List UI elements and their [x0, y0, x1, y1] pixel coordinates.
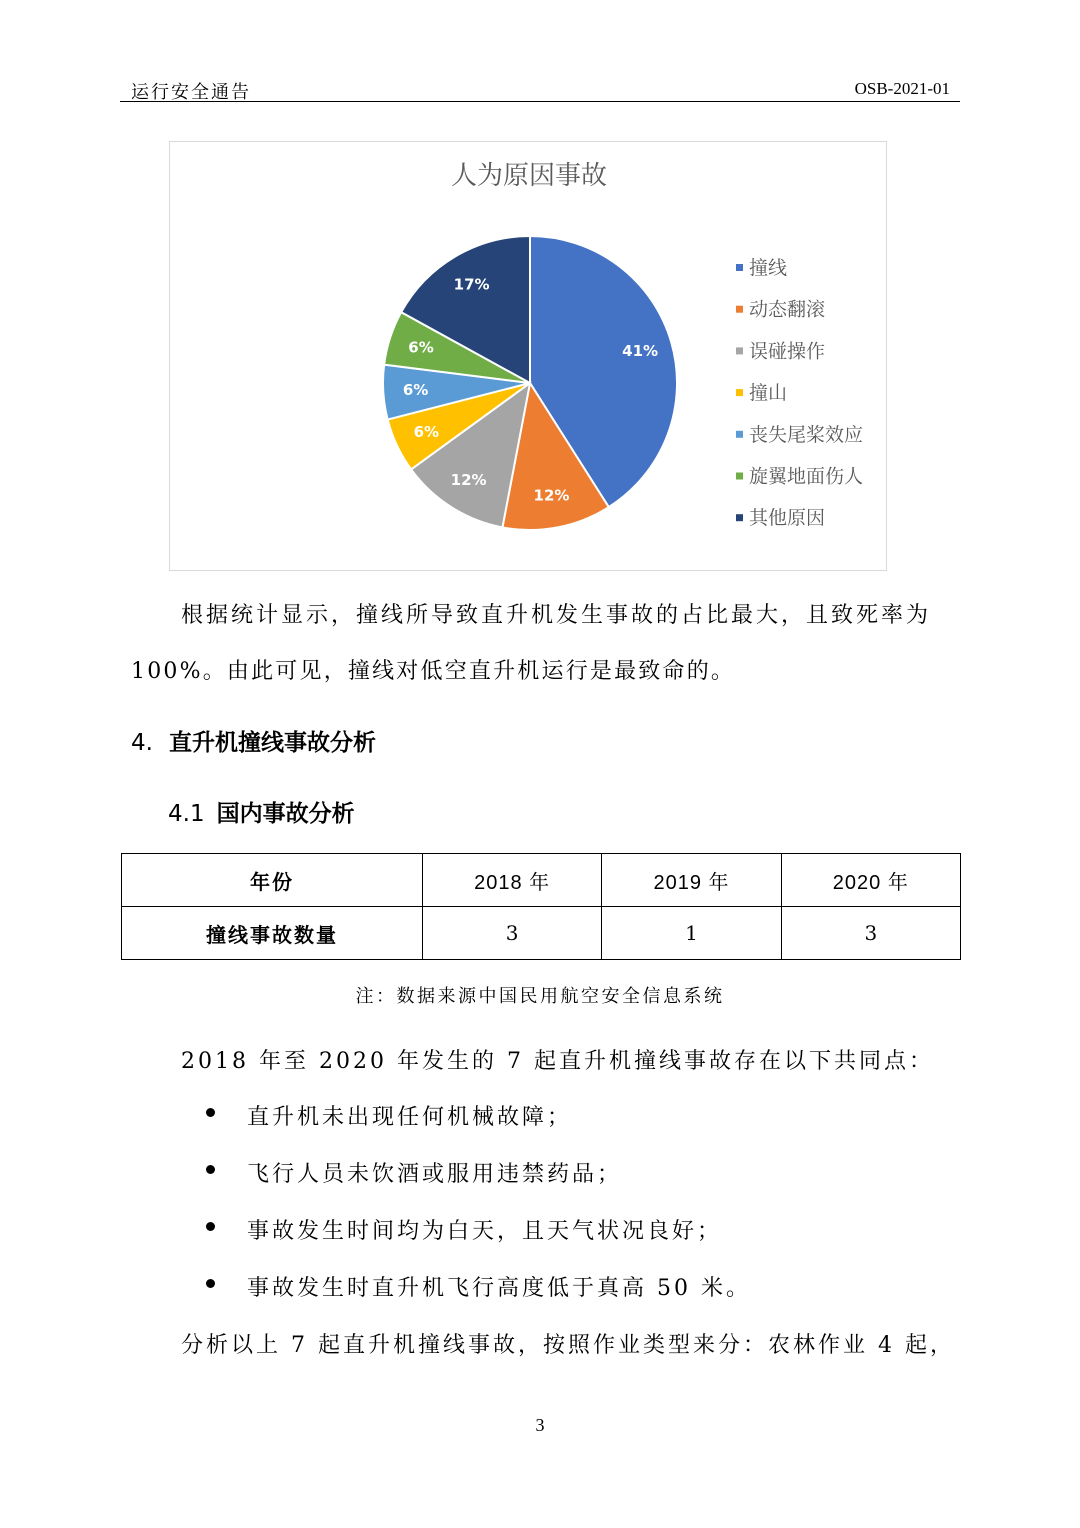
table-header-row	[122, 854, 961, 907]
legend-swatch	[736, 514, 743, 521]
subsection-heading	[168, 795, 355, 828]
legend-label: 撞山	[749, 382, 788, 405]
bullet-icon	[206, 1165, 215, 1174]
table-note: 注：数据来源中国民用航空安全信息系统	[355, 986, 725, 1007]
section-title: 直升机撞线事故分析	[168, 730, 376, 756]
pie-slice-label: 41%	[622, 342, 659, 360]
pie-slice-label: 12%	[533, 486, 570, 505]
table-header-label: 年份	[122, 854, 423, 907]
table-row-label: 撞线事故数量	[122, 907, 423, 960]
legend-label: 动态翻滚	[749, 298, 826, 321]
legend-label: 误碰操作	[749, 340, 826, 363]
legend-swatch	[736, 431, 743, 438]
bullet-icon	[206, 1279, 215, 1288]
paragraph: 2018 年至 2020 年发生的 7 起直升机撞线事故存在以下共同点：	[181, 1049, 934, 1074]
pie-slice-label: 6%	[413, 422, 440, 441]
pie-slice-label: 12%	[450, 470, 487, 489]
pie-chart-canvas	[170, 142, 888, 572]
document-number: OSB-2021-01	[854, 79, 950, 98]
bullet-icon	[206, 1222, 215, 1231]
list-item-text: 事故发生时间均为白天，且天气状况良好；	[247, 1219, 723, 1244]
accident-table	[121, 853, 961, 960]
legend-label: 丧失尾桨效应	[749, 423, 864, 446]
chart-title: 人为原因事故	[450, 161, 608, 191]
legend-label: 旋翼地面伤人	[749, 465, 864, 488]
table-year-cell: 2018 年	[423, 854, 602, 907]
table-count-cell: 3	[781, 907, 960, 960]
table-year-cell: 2019 年	[602, 854, 781, 907]
legend-label: 其他原因	[749, 507, 826, 530]
section-heading	[131, 724, 376, 757]
legend-swatch	[736, 306, 743, 313]
legend-swatch	[736, 473, 743, 480]
paragraph-line: 根据统计显示，撞线所导致直升机发生事故的占比最大，且致死率为	[181, 603, 932, 628]
pie-slice-label: 6%	[408, 338, 434, 357]
list-item-text: 直升机未出现任何机械故障；	[247, 1105, 573, 1130]
table-row	[122, 907, 961, 960]
pie-chart	[169, 141, 887, 571]
subsection-number: 4.1	[168, 801, 205, 827]
list-item-text: 飞行人员未饮酒或服用违禁药品；	[247, 1162, 623, 1187]
chart-legend	[736, 257, 863, 529]
paragraph: 分析以上 7 起直升机撞线事故，按照作业类型来分：农林作业 4 起，	[181, 1333, 955, 1358]
section-number: 4.	[131, 730, 153, 756]
subsection-title: 国内事故分析	[216, 801, 355, 827]
pie-slice-label: 17%	[453, 275, 490, 294]
legend-swatch	[736, 347, 743, 354]
table-count-cell: 3	[423, 907, 602, 960]
page-number: 3	[535, 1415, 545, 1435]
table-year-cell: 2020 年	[781, 854, 960, 907]
bullet-icon	[206, 1108, 215, 1117]
list-item-text: 事故发生时直升机飞行高度低于真高 50 米。	[247, 1276, 751, 1301]
pie-slice-label: 6%	[402, 381, 429, 400]
paragraph-line: 100%。由此可见，撞线对低空直升机运行是最致命的。	[131, 659, 736, 684]
legend-swatch	[736, 264, 743, 271]
header-rule	[120, 101, 960, 102]
legend-swatch	[736, 389, 743, 396]
legend-label: 撞线	[749, 257, 788, 279]
table-count-cell: 1	[602, 907, 781, 960]
header-title: 运行安全通告	[131, 82, 251, 103]
